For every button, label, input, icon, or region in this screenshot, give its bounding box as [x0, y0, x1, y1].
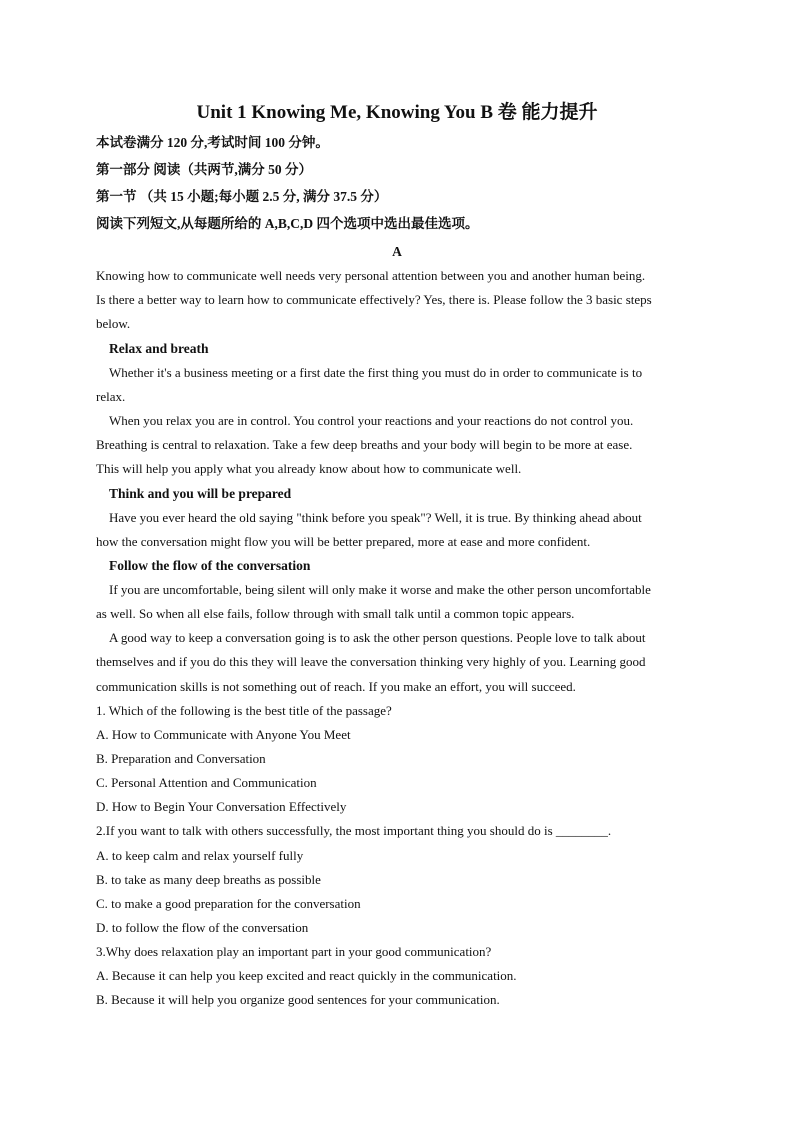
section-subheading: Follow the flow of the conversation: [109, 558, 311, 573]
answer-option: D. to follow the flow of the conversation: [96, 920, 309, 935]
passage-line: Knowing how to communicate well needs very personal attention between you and another human being.: [96, 268, 646, 283]
part-heading: 第一部分 阅读（共两节,满分 50 分）: [96, 162, 312, 177]
passage-line: themselves and if you do this they will leave the conversation thinking very highly of you. Learning good: [96, 654, 646, 669]
passage-line: Whether it's a business meeting or a first date the first thing you must do in order to communicate is to: [109, 365, 643, 380]
score-info: 本试卷满分 120 分,考试时间 100 分钟。: [96, 135, 329, 150]
instruction-text: 阅读下列短文,从每题所给的 A,B,C,D 四个选项中选出最佳选项。: [96, 216, 479, 231]
section-subheading: Think and you will be prepared: [109, 486, 292, 501]
passage-line: as well. So when all else fails, follow through with small talk until a common topic appears.: [96, 606, 575, 621]
answer-option: D. How to Begin Your Conversation Effectively: [96, 799, 347, 814]
answer-option: A. to keep calm and relax yourself fully: [96, 848, 304, 863]
answer-option: B. Preparation and Conversation: [96, 751, 266, 766]
passage-line: relax.: [96, 389, 126, 404]
passage-line: When you relax you are in control. You control your reactions and your reactions do not control you.: [109, 413, 634, 428]
passage-label: A: [392, 244, 402, 259]
section-subheading: Relax and breath: [109, 341, 209, 356]
question-stem: 2.If you want to talk with others successfully, the most important thing you should do is ________.: [96, 823, 612, 838]
answer-option: B. Because it will help you organize good sentences for your communication.: [96, 992, 500, 1007]
passage-line: Have you ever heard the old saying "think before you speak"? Well, it is true. By thinking ahead about: [109, 510, 642, 525]
passage-line: A good way to keep a conversation going is to ask the other person questions. People love to talk about: [109, 630, 646, 645]
answer-option: B. to take as many deep breaths as possible: [96, 872, 321, 887]
section-heading: 第一节 （共 15 小题;每小题 2.5 分, 满分 37.5 分）: [96, 189, 388, 204]
answer-option: C. Personal Attention and Communication: [96, 775, 317, 790]
passage-line: communication skills is not something out of reach. If you make an effort, you will succeed.: [96, 679, 576, 694]
page-title: Unit 1 Knowing Me, Knowing You B 卷 能力提升: [196, 102, 598, 123]
passage-line: If you are uncomfortable, being silent will only make it worse and make the other person uncomfortable: [109, 582, 651, 597]
question-stem: 3.Why does relaxation play an important part in your good communication?: [96, 944, 492, 959]
passage-line: how the conversation might flow you will be better prepared, more at ease and more confident.: [96, 534, 591, 549]
passage-line: Is there a better way to learn how to communicate effectively? Yes, there is. Please follow the 3 basic steps: [96, 292, 652, 307]
answer-option: A. Because it can help you keep excited and react quickly in the communication.: [96, 968, 517, 983]
passage-line: This will help you apply what you already know about how to communicate well.: [96, 461, 522, 476]
answer-option: A. How to Communicate with Anyone You Meet: [96, 727, 351, 742]
passage-line: Breathing is central to relaxation. Take a few deep breaths and your body will begin to be more at ease.: [96, 437, 633, 452]
question-stem: 1. Which of the following is the best title of the passage?: [96, 703, 392, 718]
passage-line: below.: [96, 316, 131, 331]
answer-option: C. to make a good preparation for the conversation: [96, 896, 361, 911]
